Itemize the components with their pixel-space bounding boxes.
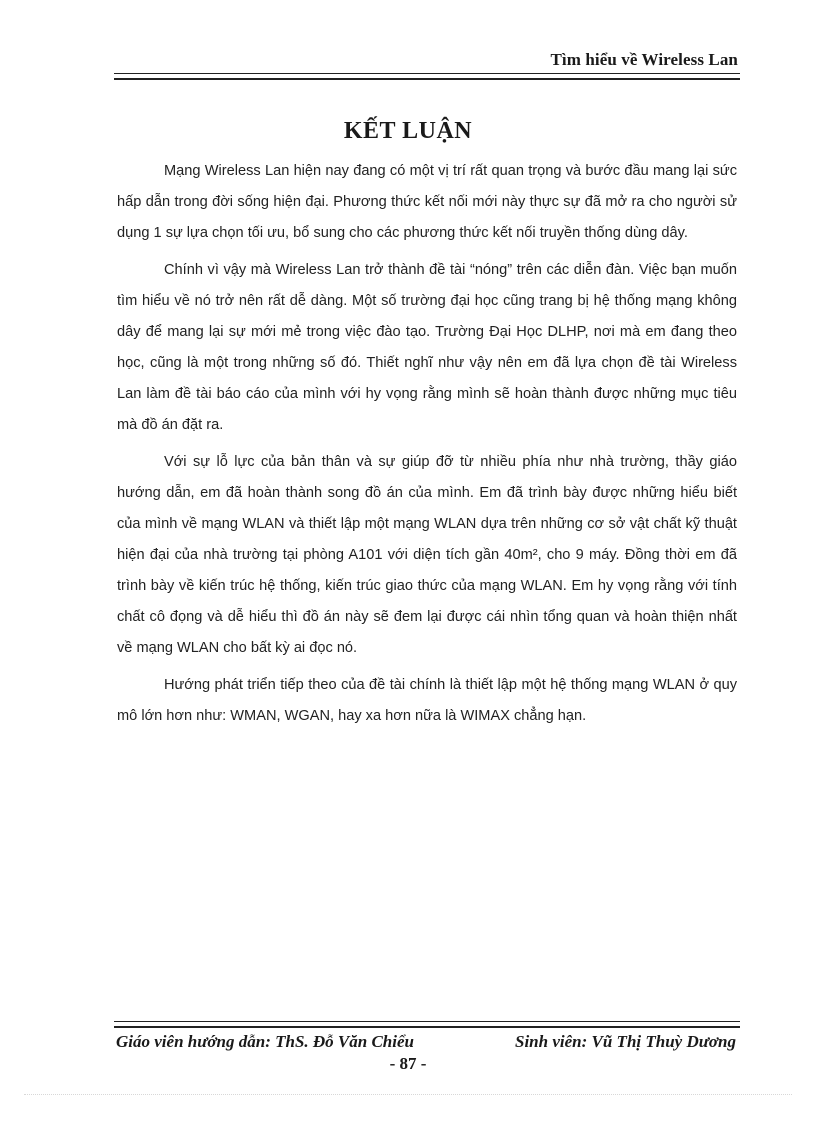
body-text xyxy=(117,156,737,738)
header-divider xyxy=(114,73,740,80)
paragraph-4: Hướng phát triển tiếp theo của đề tài chính là thiết lập một hệ thống mạng WLAN ở quy mô lớn hơn như: WMAN, WGAN, hay xa hơn nữa là WIMAX chẳng hạn. xyxy=(117,677,737,724)
paragraph-2: Chính vì vậy mà Wireless Lan trở thành đề tài “nóng” trên các diễn đàn. Việc bạn muốn tìm hiểu về nó trở nên rất dễ dàng. Một số trường đại học cũng trang bị hệ thống mạng không dây để mang lại sự mới mẻ trong việc đào tạo. Trường Đại Học DLHP, nơi mà em đang theo học, cũng là một trong những số đó. Thiết nghĩ như vậy nên em đã lựa chọn đề tài Wireless Lan làm đề tài báo cáo của mình với hy vọng rằng mình sẽ hoàn thành được những mục tiêu mà đồ án đặt ra. xyxy=(117,262,737,433)
paragraph-3: Với sự lỗ lực của bản thân và sự giúp đỡ từ nhiều phía như nhà trường, thầy giáo hướng dẫn, em đã hoàn thành song đồ án của mình. Em đã trình bày được những hiểu biết của mình về mạng WLAN và thiết lập một mạng WLAN dựa trên những cơ sở vật chất kỹ thuật hiện đại của nhà trường tại phòng A101 với diện tích gần 40m², cho 9 máy. Đồng thời em đã trình bày về kiến trúc hệ thống, kiến trúc giao thức của mạng WLAN. Em hy vọng rằng với tính chất cô đọng và dễ hiểu thì đồ án này sẽ đem lại được cái nhìn tổng quan và hoàn thiện nhất về mạng WLAN cho bất kỳ ai đọc nó. xyxy=(117,454,737,656)
header-title: Tìm hiểu về Wireless Lan xyxy=(550,50,738,69)
footer-advisor: Giáo viên hướng dẫn: ThS. Đỗ Văn Chiểu xyxy=(116,1032,414,1051)
footer-student: Sinh viên: Vũ Thị Thuỳ Dương xyxy=(515,1032,736,1051)
page-number: - 87 - xyxy=(389,1054,427,1073)
footer-divider xyxy=(114,1021,740,1028)
paragraph-1: Mạng Wireless Lan hiện nay đang có một vị trí rất quan trọng và bước đầu mang lại sức hấp dẫn trong đời sống hiện đại. Phương thức kết nối mới này thực sự đã mở ra cho người sử dụng 1 sự lựa chọn tối ưu, bổ sung cho các phương thức kết nối truyền thống dùng dây. xyxy=(117,163,737,241)
page-title: KẾT LUẬN xyxy=(343,118,473,144)
page-edge-divider xyxy=(24,1094,792,1095)
footer xyxy=(116,1032,736,1052)
